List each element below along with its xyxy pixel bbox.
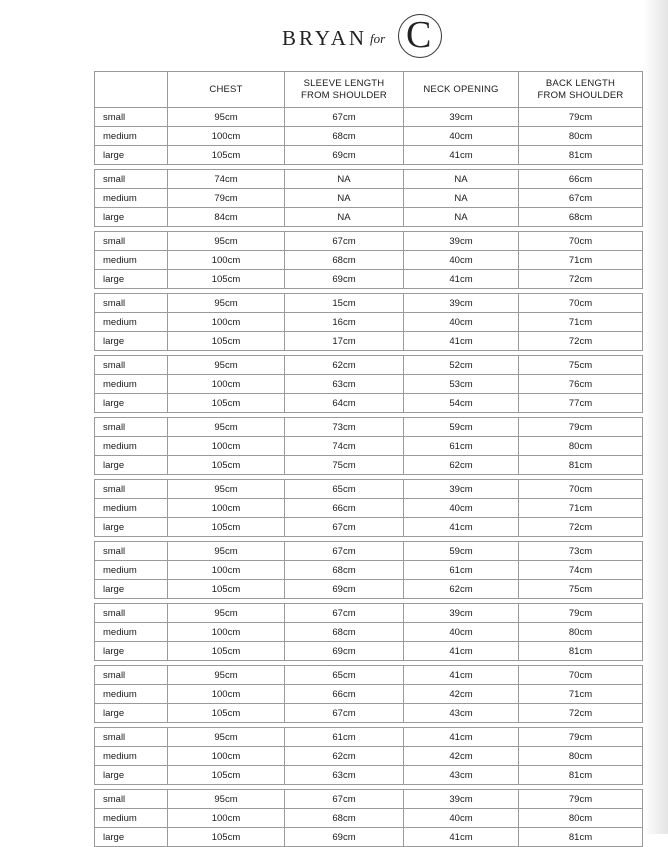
cell-size: large: [95, 766, 168, 785]
cell-size: small: [95, 480, 168, 499]
cell-back: 81cm: [519, 642, 643, 661]
cell-sleeve: 69cm: [285, 642, 404, 661]
cell-back: 72cm: [519, 270, 643, 289]
cell-sleeve: 64cm: [285, 394, 404, 413]
cell-chest: 105cm: [168, 704, 285, 723]
cell-sleeve: 68cm: [285, 127, 404, 146]
table-row: [95, 332, 643, 351]
table-row: [95, 828, 643, 847]
cell-chest: 100cm: [168, 499, 285, 518]
cell-sleeve: 67cm: [285, 542, 404, 561]
cell-neck: 62cm: [404, 456, 519, 475]
cell-sleeve: 68cm: [285, 561, 404, 580]
cell-chest: 105cm: [168, 146, 285, 165]
cell-neck: 39cm: [404, 604, 519, 623]
cell-neck: 40cm: [404, 809, 519, 828]
cell-size: small: [95, 108, 168, 127]
cell-neck: 59cm: [404, 418, 519, 437]
cell-size: small: [95, 418, 168, 437]
table-row: [95, 790, 643, 809]
size-chart-body: [95, 108, 643, 847]
table-row: [95, 766, 643, 785]
cell-size: medium: [95, 623, 168, 642]
cell-size: medium: [95, 437, 168, 456]
cell-chest: 79cm: [168, 189, 285, 208]
cell-back: 72cm: [519, 332, 643, 351]
cell-back: 81cm: [519, 828, 643, 847]
cell-neck: 43cm: [404, 766, 519, 785]
cell-chest: 105cm: [168, 394, 285, 413]
table-row: [95, 542, 643, 561]
header-back-line2: FROM SHOULDER: [537, 89, 624, 101]
cell-neck: 39cm: [404, 790, 519, 809]
table-row: [95, 127, 643, 146]
table-row: [95, 456, 643, 475]
table-row: [95, 232, 643, 251]
cell-neck: NA: [404, 189, 519, 208]
cell-size: large: [95, 208, 168, 227]
cell-back: 68cm: [519, 208, 643, 227]
cell-sleeve: 17cm: [285, 332, 404, 351]
cell-back: 72cm: [519, 518, 643, 537]
table-row: [95, 747, 643, 766]
cell-neck: 59cm: [404, 542, 519, 561]
cell-sleeve: 15cm: [285, 294, 404, 313]
header-sleeve: [285, 72, 404, 108]
header-chest: CHEST: [168, 72, 285, 108]
table-row: [95, 270, 643, 289]
cell-chest: 105cm: [168, 766, 285, 785]
cell-back: 79cm: [519, 728, 643, 747]
brand-logo-letter: C: [406, 14, 432, 56]
table-row: [95, 437, 643, 456]
cell-chest: 100cm: [168, 313, 285, 332]
cell-size: medium: [95, 499, 168, 518]
table-row: [95, 146, 643, 165]
table-row: [95, 418, 643, 437]
cell-back: 70cm: [519, 232, 643, 251]
cell-chest: 95cm: [168, 790, 285, 809]
cell-sleeve: 74cm: [285, 437, 404, 456]
cell-size: large: [95, 146, 168, 165]
cell-chest: 95cm: [168, 542, 285, 561]
table-row: [95, 604, 643, 623]
cell-size: medium: [95, 189, 168, 208]
cell-neck: NA: [404, 170, 519, 189]
table-row: [95, 518, 643, 537]
table-row: [95, 499, 643, 518]
cell-back: 71cm: [519, 685, 643, 704]
cell-sleeve: 67cm: [285, 232, 404, 251]
cell-chest: 95cm: [168, 108, 285, 127]
cell-neck: 41cm: [404, 270, 519, 289]
header-back-line1: BACK LENGTH: [545, 77, 616, 89]
table-row: [95, 356, 643, 375]
cell-chest: 95cm: [168, 232, 285, 251]
cell-chest: 95cm: [168, 356, 285, 375]
cell-size: medium: [95, 561, 168, 580]
cell-neck: 41cm: [404, 146, 519, 165]
table-row: [95, 251, 643, 270]
table-row: [95, 313, 643, 332]
cell-size: small: [95, 170, 168, 189]
cell-size: large: [95, 394, 168, 413]
cell-sleeve: 61cm: [285, 728, 404, 747]
brand-logo-word: BRYAN: [282, 26, 368, 50]
cell-chest: 95cm: [168, 480, 285, 499]
cell-size: small: [95, 666, 168, 685]
header-back: [519, 72, 643, 108]
brand-logo-for: for: [370, 31, 386, 46]
cell-back: 79cm: [519, 604, 643, 623]
cell-size: small: [95, 728, 168, 747]
cell-sleeve: 68cm: [285, 251, 404, 270]
cell-chest: 105cm: [168, 828, 285, 847]
cell-chest: 100cm: [168, 685, 285, 704]
cell-neck: 41cm: [404, 642, 519, 661]
table-row: [95, 394, 643, 413]
cell-sleeve: 73cm: [285, 418, 404, 437]
cell-sleeve: 66cm: [285, 499, 404, 518]
cell-sleeve: 65cm: [285, 480, 404, 499]
cell-size: small: [95, 542, 168, 561]
cell-size: large: [95, 704, 168, 723]
cell-sleeve: 63cm: [285, 375, 404, 394]
cell-back: 77cm: [519, 394, 643, 413]
cell-back: 70cm: [519, 294, 643, 313]
cell-size: large: [95, 580, 168, 599]
cell-back: 76cm: [519, 375, 643, 394]
cell-back: 75cm: [519, 356, 643, 375]
cell-neck: 61cm: [404, 561, 519, 580]
table-row: [95, 561, 643, 580]
table-row: [95, 170, 643, 189]
cell-neck: 41cm: [404, 518, 519, 537]
cell-neck: 54cm: [404, 394, 519, 413]
cell-sleeve: 69cm: [285, 828, 404, 847]
cell-chest: 100cm: [168, 437, 285, 456]
cell-sleeve: 16cm: [285, 313, 404, 332]
cell-back: 70cm: [519, 666, 643, 685]
cell-sleeve: 62cm: [285, 356, 404, 375]
cell-chest: 105cm: [168, 642, 285, 661]
cell-chest: 84cm: [168, 208, 285, 227]
cell-back: 81cm: [519, 766, 643, 785]
table-row: [95, 375, 643, 394]
table-row: [95, 208, 643, 227]
cell-size: medium: [95, 313, 168, 332]
table-row: [95, 294, 643, 313]
cell-neck: 53cm: [404, 375, 519, 394]
cell-size: medium: [95, 251, 168, 270]
table-row: [95, 480, 643, 499]
header-size: [95, 72, 168, 108]
table-row: [95, 108, 643, 127]
cell-chest: 100cm: [168, 375, 285, 394]
page-edge-shadow: [644, 0, 668, 834]
cell-chest: 100cm: [168, 747, 285, 766]
cell-back: 79cm: [519, 108, 643, 127]
cell-neck: 39cm: [404, 232, 519, 251]
cell-neck: 43cm: [404, 704, 519, 723]
cell-size: medium: [95, 685, 168, 704]
cell-neck: 40cm: [404, 127, 519, 146]
cell-chest: 95cm: [168, 666, 285, 685]
cell-size: small: [95, 294, 168, 313]
cell-back: 67cm: [519, 189, 643, 208]
table-row: [95, 642, 643, 661]
cell-back: 80cm: [519, 437, 643, 456]
header-row: [95, 72, 643, 108]
cell-back: 73cm: [519, 542, 643, 561]
cell-neck: 39cm: [404, 480, 519, 499]
cell-neck: 61cm: [404, 437, 519, 456]
cell-chest: 100cm: [168, 127, 285, 146]
cell-size: medium: [95, 747, 168, 766]
cell-neck: 41cm: [404, 666, 519, 685]
cell-sleeve: 66cm: [285, 685, 404, 704]
brand-logo: [282, 10, 452, 60]
cell-neck: 40cm: [404, 499, 519, 518]
cell-chest: 105cm: [168, 270, 285, 289]
cell-neck: 40cm: [404, 313, 519, 332]
cell-size: large: [95, 270, 168, 289]
cell-sleeve: 67cm: [285, 604, 404, 623]
cell-size: medium: [95, 375, 168, 394]
cell-sleeve: 67cm: [285, 704, 404, 723]
cell-sleeve: 69cm: [285, 270, 404, 289]
cell-back: 79cm: [519, 418, 643, 437]
cell-size: large: [95, 828, 168, 847]
cell-size: large: [95, 518, 168, 537]
cell-back: 74cm: [519, 561, 643, 580]
cell-chest: 105cm: [168, 518, 285, 537]
cell-neck: 52cm: [404, 356, 519, 375]
table-row: [95, 809, 643, 828]
cell-chest: 95cm: [168, 294, 285, 313]
cell-size: large: [95, 642, 168, 661]
cell-sleeve: 69cm: [285, 580, 404, 599]
cell-neck: 40cm: [404, 251, 519, 270]
cell-back: 81cm: [519, 146, 643, 165]
cell-back: 66cm: [519, 170, 643, 189]
table-row: [95, 728, 643, 747]
cell-size: large: [95, 332, 168, 351]
cell-back: 71cm: [519, 499, 643, 518]
cell-back: 72cm: [519, 704, 643, 723]
cell-chest: 95cm: [168, 418, 285, 437]
cell-back: 80cm: [519, 809, 643, 828]
cell-sleeve: 69cm: [285, 146, 404, 165]
cell-sleeve: 67cm: [285, 518, 404, 537]
cell-sleeve: 67cm: [285, 790, 404, 809]
cell-sleeve: 68cm: [285, 809, 404, 828]
cell-sleeve: NA: [285, 170, 404, 189]
cell-neck: NA: [404, 208, 519, 227]
cell-back: 80cm: [519, 623, 643, 642]
table-row: [95, 623, 643, 642]
cell-chest: 95cm: [168, 604, 285, 623]
cell-sleeve: 62cm: [285, 747, 404, 766]
cell-sleeve: NA: [285, 208, 404, 227]
cell-back: 70cm: [519, 480, 643, 499]
cell-back: 75cm: [519, 580, 643, 599]
cell-chest: 105cm: [168, 580, 285, 599]
cell-sleeve: 67cm: [285, 108, 404, 127]
cell-sleeve: 65cm: [285, 666, 404, 685]
table-row: [95, 666, 643, 685]
cell-size: small: [95, 356, 168, 375]
cell-neck: 39cm: [404, 108, 519, 127]
cell-back: 81cm: [519, 456, 643, 475]
cell-chest: 100cm: [168, 561, 285, 580]
header-neck: NECK OPENING: [404, 72, 519, 108]
cell-neck: 41cm: [404, 828, 519, 847]
table-row: [95, 704, 643, 723]
cell-back: 79cm: [519, 790, 643, 809]
cell-neck: 39cm: [404, 294, 519, 313]
cell-sleeve: NA: [285, 189, 404, 208]
cell-neck: 62cm: [404, 580, 519, 599]
cell-size: large: [95, 456, 168, 475]
cell-chest: 100cm: [168, 623, 285, 642]
cell-chest: 95cm: [168, 728, 285, 747]
cell-neck: 41cm: [404, 728, 519, 747]
cell-chest: 100cm: [168, 251, 285, 270]
table-row: [95, 685, 643, 704]
cell-neck: 42cm: [404, 747, 519, 766]
table-row: [95, 189, 643, 208]
cell-sleeve: 75cm: [285, 456, 404, 475]
header-sleeve-line1: SLEEVE LENGTH: [303, 77, 385, 89]
cell-size: medium: [95, 809, 168, 828]
cell-sleeve: 68cm: [285, 623, 404, 642]
cell-neck: 41cm: [404, 332, 519, 351]
cell-chest: 105cm: [168, 332, 285, 351]
cell-back: 71cm: [519, 313, 643, 332]
cell-sleeve: 63cm: [285, 766, 404, 785]
cell-back: 80cm: [519, 747, 643, 766]
size-chart-table: [94, 71, 643, 847]
cell-chest: 74cm: [168, 170, 285, 189]
cell-back: 80cm: [519, 127, 643, 146]
cell-chest: 100cm: [168, 809, 285, 828]
cell-back: 71cm: [519, 251, 643, 270]
cell-size: small: [95, 232, 168, 251]
cell-size: small: [95, 790, 168, 809]
table-row: [95, 580, 643, 599]
header-sleeve-line2: FROM SHOULDER: [301, 89, 387, 101]
cell-size: small: [95, 604, 168, 623]
cell-size: medium: [95, 127, 168, 146]
cell-neck: 42cm: [404, 685, 519, 704]
cell-neck: 40cm: [404, 623, 519, 642]
cell-chest: 105cm: [168, 456, 285, 475]
